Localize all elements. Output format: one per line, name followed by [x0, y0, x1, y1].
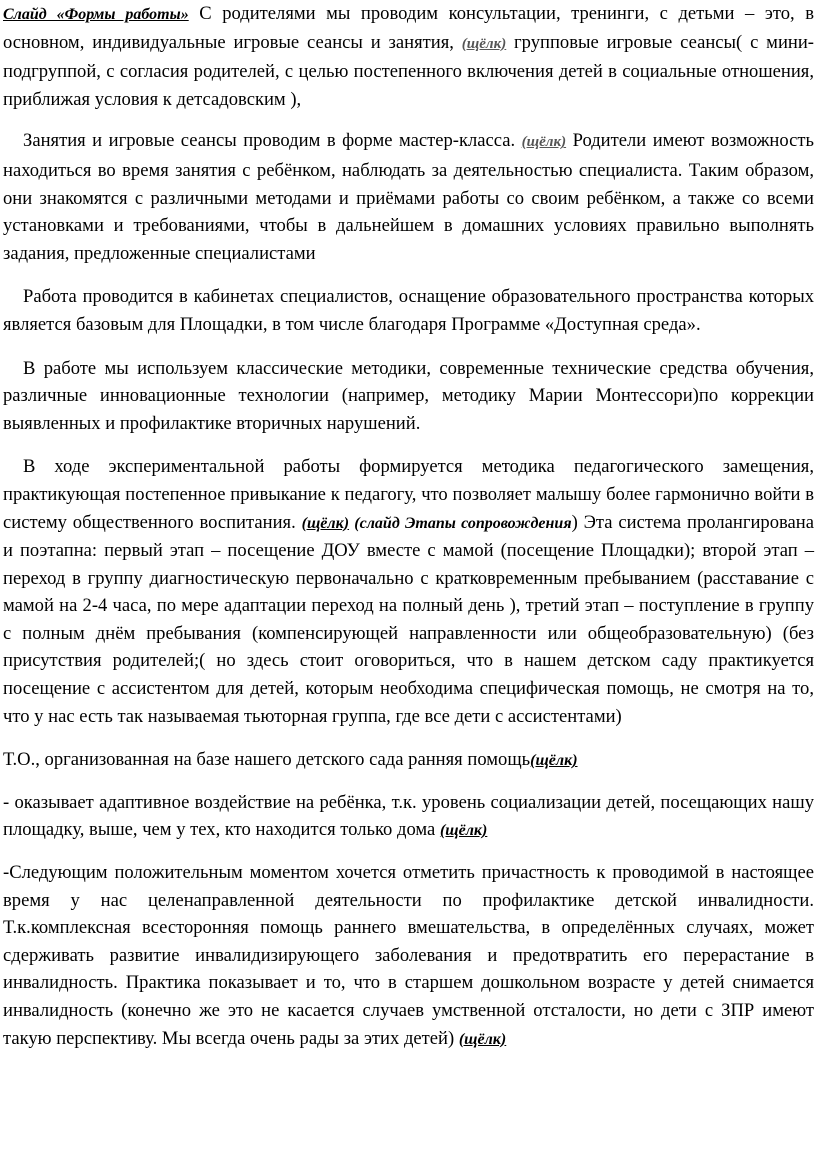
paragraph-text: Работа проводится в кабинетах специалистов, оснащение образовательного пространства которых является базовым для Площадки, в том числе благодаря Программе «Доступная среда». — [3, 286, 814, 335]
paragraph-text: ) Эта система пролангирована и поэтапна: первый этап – посещение ДОУ вместе с мамой (посещение Площадки); второй этап – переход в группу диагностическую первоначально с кратковременным пребыванием (расставание с мамой на 2-4 часа, по мере адаптации переход на полный день ), третий этап – поступление в группу с полным днём пребывания (компенсирующей направленности или общеобразовательную) (без присутствия родителей;( но здесь стоит оговориться, что в нашем детском саду практикуется посещение с ассистентом для детей, которым необходима специфическая помощь, не смотря на то, что у нас есть так называемая тьюторная группа, где все дети с ассистентами) — [3, 511, 814, 727]
paragraph-text: Т.О., организованная на базе нашего детского сада ранняя помощь — [3, 749, 531, 771]
paragraph-disability-prevention — [3, 859, 814, 1053]
paragraph-text: Занятия и игровые сеансы проводим в форме мастер-класса. — [23, 130, 522, 152]
paragraph-text: С родителями мы проводим консультации, тренинги, с детьми – это, в основном, индивидуальные игровые сеансы и занятия, — [3, 3, 814, 53]
paragraph-specialist-rooms — [3, 283, 814, 338]
click-marker: (щёлк) — [530, 752, 578, 770]
paragraph-text: -Следующим положительным моментом хочется отметить причастность к проводимой в настоящее время у нас целенаправленной деятельности по профилактике детской инвалидности. Т.к.комплексная всесторонняя помощь раннего вмешательства, в определённых случаях, может сдерживать развитие инвалидизирующего заболевания и предотвратить его перерастание в инвалидность. Практика показывает и то, что в старшем дошкольном возрасте у детей снимается инвалидность (конечно же это не касается случаев умственной отсталости, но дети с ЗПР имеют такую перспективу. Мы всегда очень рады за этих детей) — [3, 862, 814, 1049]
click-marker: (щёлк) — [461, 35, 507, 52]
paragraph-text: В ходе экспериментальной работы формируется методика педагогического замещения, практикующая постепенное привыкание к педагогу, что позволяет малышу более гармонично войти в систему общественного воспитания. — [3, 456, 814, 533]
click-marker: (щёлк) — [521, 134, 567, 151]
paragraph-text: В работе мы используем классические методики, современные технические средства обучения, различные инновационные технологии (например, методику Марии Монтессори)по коррекции выявленных и профилактике вторичных нарушений. — [3, 357, 814, 434]
slide-label: (слайд Этапы сопровождения — [349, 514, 572, 532]
paragraph-text: Родители имеют возможность находиться во время занятия с ребёнком, наблюдать за деятельностью специалиста. Таким образом, они знакомятся с различными методами и приёмами работы со своим ребёнком, а также со всеми установками и требованиями, чтобы в дальнейшем в домашних условиях правильно выполнять задания, предложенные специалистами — [3, 130, 814, 264]
paragraph-early-help — [3, 746, 814, 775]
click-marker: (щёлк) — [439, 822, 488, 840]
paragraph-forms-of-work — [3, 0, 814, 113]
paragraph-text: групповые игровые сеансы( с мини-подгруппой, с согласия родителей, с целью постепенного включения детей в социальные отношения, приближая условия к детсадовским ), — [3, 31, 814, 110]
slide-label: Слайд «Формы работы» — [3, 6, 189, 23]
paragraph-methods — [3, 355, 814, 438]
click-marker: (щёлк) — [458, 1030, 507, 1048]
paragraph-master-class — [3, 127, 814, 267]
paragraph-pedagogical-substitution — [3, 453, 814, 730]
click-marker: (щёлк) — [301, 514, 350, 532]
paragraph-adaptive-effect — [3, 789, 814, 845]
paragraph-text: - оказывает адаптивное воздействие на ребёнка, т.к. уровень социализации детей, посещающих нашу площадку, выше, чем у тех, кто находится только дома — [3, 791, 814, 841]
